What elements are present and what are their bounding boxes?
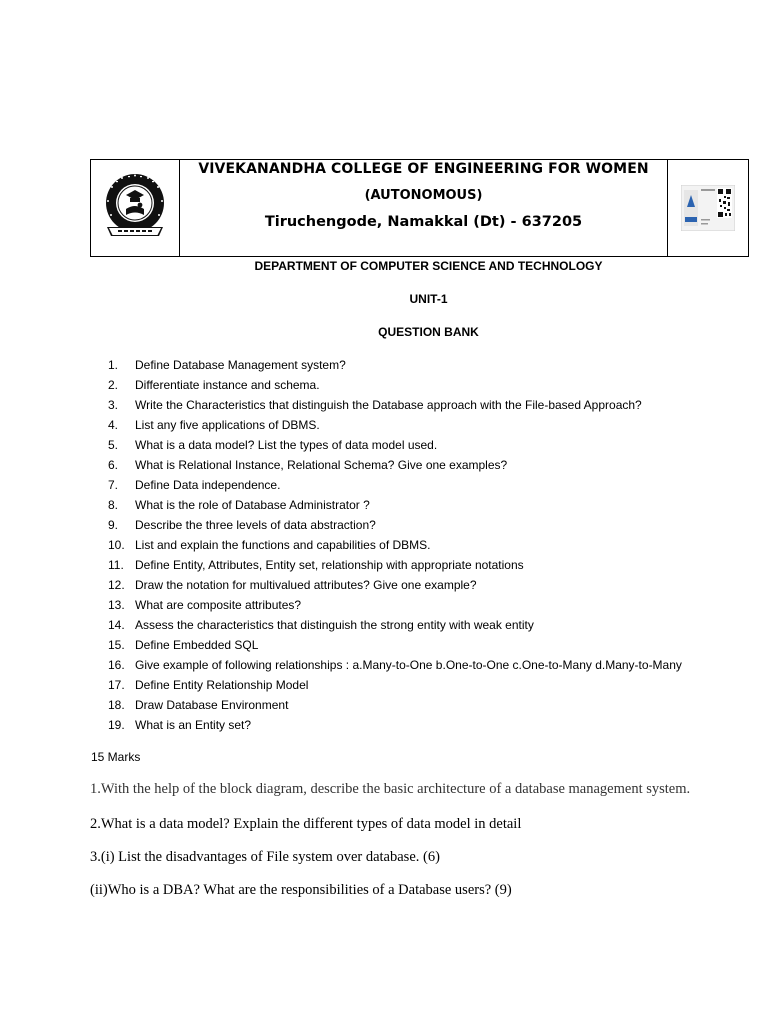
question-number: 1. — [108, 358, 119, 372]
question-text: Describe the three levels of data abstraction? — [135, 518, 376, 532]
list-item — [108, 456, 682, 476]
long-question: (ii)Who is a DBA? What are the responsibilities of a Database users? (9) — [90, 882, 512, 898]
question-number: 3. — [108, 398, 119, 412]
question-bank-heading: QUESTION BANK — [378, 325, 479, 339]
list-item — [108, 396, 682, 416]
question-text: Define Embedded SQL — [135, 638, 259, 652]
list-item — [108, 656, 682, 676]
list-item — [108, 696, 682, 716]
question-number: 6. — [108, 458, 119, 472]
list-item — [108, 376, 682, 396]
question-text: What is the role of Database Administrator ? — [135, 498, 370, 512]
question-number: 13. — [108, 598, 125, 612]
long-question: 1.With the help of the block diagram, describe the basic architecture of a database management system. — [90, 781, 691, 797]
question-text: Write the Characteristics that distinguish the Database approach with the File-based Approach? — [135, 398, 642, 412]
question-text: What are composite attributes? — [135, 598, 302, 612]
question-text: Define Entity Relationship Model — [135, 678, 309, 692]
question-number: 2. — [108, 378, 119, 392]
question-number: 17. — [108, 678, 125, 692]
question-number: 15. — [108, 638, 125, 652]
list-item — [108, 436, 682, 456]
college-logo-icon — [102, 169, 168, 247]
question-number: 9. — [108, 518, 119, 532]
college-address: Tiruchengode, Namakkal (Dt) - 637205 — [264, 214, 583, 230]
list-item — [108, 416, 682, 436]
question-number: 5. — [108, 438, 119, 452]
question-number: 10. — [108, 538, 125, 552]
question-text: What is a data model? List the types of data model used. — [135, 438, 438, 452]
question-text: Assess the characteristics that distinguish the strong entity with weak entity — [135, 618, 534, 632]
question-number: 11. — [108, 558, 124, 572]
unit-heading: UNIT-1 — [409, 292, 448, 306]
question-text: Define Database Management system? — [135, 358, 346, 372]
question-list — [108, 356, 682, 736]
list-item — [108, 516, 682, 536]
question-text: Define Entity, Attributes, Entity set, relationship with appropriate notations — [135, 558, 524, 572]
autonomous-status: (AUTONOMOUS) — [364, 188, 483, 203]
list-item — [108, 636, 682, 656]
certification-cell — [667, 160, 748, 256]
logo-cell — [91, 160, 180, 256]
list-item — [108, 596, 682, 616]
question-number: 14. — [108, 618, 125, 632]
long-question: 2.What is a data model? Explain the different types of data model in detail — [90, 816, 522, 832]
question-text: List any five applications of DBMS. — [135, 418, 320, 432]
department-heading: DEPARTMENT OF COMPUTER SCIENCE AND TECHNOLOGY — [254, 259, 603, 273]
marks-label: 15 Marks — [91, 750, 141, 764]
question-number: 16. — [108, 658, 125, 672]
question-text: What is Relational Instance, Relational Schema? Give one examples? — [135, 458, 508, 472]
certification-badge-icon — [681, 185, 735, 231]
question-number: 7. — [108, 478, 119, 492]
header-table — [90, 159, 749, 257]
list-item — [108, 556, 682, 576]
question-text: Differentiate instance and schema. — [135, 378, 320, 392]
question-number: 12. — [108, 578, 125, 592]
list-item — [108, 576, 682, 596]
list-item — [108, 616, 682, 636]
question-number: 4. — [108, 418, 119, 432]
question-text: Draw Database Environment — [135, 698, 289, 712]
question-text: Define Data independence. — [135, 478, 281, 492]
list-item — [108, 676, 682, 696]
question-number: 18. — [108, 698, 125, 712]
list-item — [108, 536, 682, 556]
list-item — [108, 476, 682, 496]
long-question: 3.(i) List the disadvantages of File system over database. (6) — [90, 849, 440, 865]
list-item — [108, 496, 682, 516]
question-text: Give example of following relationships : a.Many-to-One b.One-to-One c.One-to-Many d.Many-to-Many — [135, 658, 682, 672]
list-item — [108, 716, 682, 736]
college-title-block — [180, 160, 667, 256]
question-number: 19. — [108, 718, 125, 732]
question-text: List and explain the functions and capabilities of DBMS. — [135, 538, 431, 552]
question-number: 8. — [108, 498, 119, 512]
question-text: Draw the notation for multivalued attributes? Give one example? — [135, 578, 477, 592]
list-item — [108, 356, 682, 376]
college-name: VIVEKANANDHA COLLEGE OF ENGINEERING FOR WOMEN — [198, 161, 649, 177]
question-text: What is an Entity set? — [135, 718, 252, 732]
